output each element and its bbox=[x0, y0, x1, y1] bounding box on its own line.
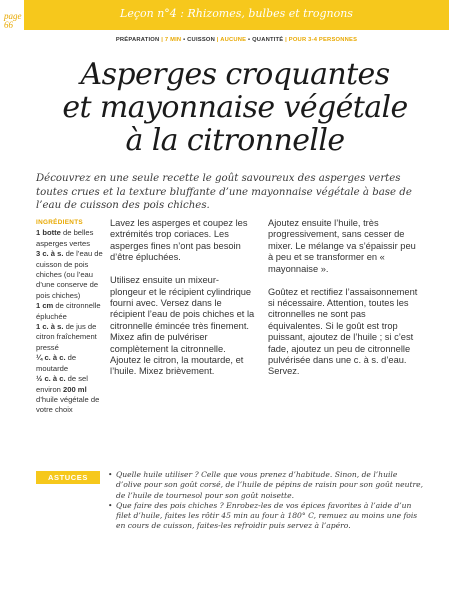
ingredient-text: d’huile végétale de votre choix bbox=[36, 394, 100, 415]
ingredient-qty: ¼ c. à c. bbox=[36, 353, 66, 363]
step-paragraph: Lavez les asperges et coupez les extrémités trop coriaces. Les asperges fines n’ont pas besoin d’être épluchées. bbox=[110, 218, 248, 263]
lesson-title: Leçon n°4 : Rhizomes, bulbes et trognons bbox=[120, 7, 353, 20]
page-number-value: 66 bbox=[4, 20, 13, 30]
ingredients-heading: INGRÉDIENTS bbox=[36, 219, 83, 226]
page-number-label: page bbox=[4, 11, 22, 21]
step-paragraph: Utilisez ensuite un mixeur-plongeur et le récipient cylindrique fourni avec. Versez dans le récipient l’eau de pois chiches et la citronnelle émincée très finement. Mixez afin de pulvériser complètement la citronnelle. Ajoutez le citron, la moutarde, et l’huile. Mixez brièvement. bbox=[110, 275, 255, 377]
ingredient-qty: 1 cm bbox=[36, 301, 54, 311]
prep-label: PRÉPARATION bbox=[115, 37, 160, 43]
ingredient-text: de jus de citron fraîchement pressé bbox=[36, 322, 97, 352]
tip-bullet: • bbox=[108, 470, 113, 479]
cook-label: CUISSON bbox=[187, 37, 215, 43]
ingredient-qty: 1 botte bbox=[36, 228, 61, 238]
ingredient-qty: ½ c. à c. bbox=[36, 374, 66, 384]
tip-text: Quelle huile utiliser ? Celle que vous prenez d’habitude. Sinon, de l’huile d’olive pour son goût corsé, de l’huile de pépins de raisin pour son goût neutre, de l’huile de tournesol pour son goût noisette. bbox=[116, 470, 424, 500]
tip-item bbox=[108, 470, 424, 501]
tips-label: ASTUCES bbox=[36, 471, 100, 484]
meta-sep: | bbox=[161, 37, 164, 43]
tip-item bbox=[108, 501, 424, 532]
title-line: Asperges croquantes bbox=[80, 57, 390, 92]
ingredient-item bbox=[36, 249, 104, 301]
recipe-meta bbox=[24, 37, 449, 43]
tips-list bbox=[108, 470, 424, 532]
ingredient-qty: 3 c. à s. bbox=[36, 249, 64, 259]
meta-sep: | bbox=[216, 37, 219, 43]
ingredient-item bbox=[36, 301, 104, 322]
prep-value: 7 MIN bbox=[164, 37, 182, 43]
ingredient-qty: 200 ml bbox=[63, 384, 87, 394]
recipe-intro: Découvrez en une seule recette le goût savoureux des asperges vertes toutes crues et la texture bluffante d’une mayonnaise végétale à base de l’eau de cuisson des pois chiches. bbox=[36, 173, 412, 211]
header-band bbox=[24, 0, 449, 30]
qty-value: POUR 3-4 PERSONNES bbox=[288, 37, 358, 43]
meta-sep: | bbox=[285, 37, 287, 43]
ingredient-item bbox=[36, 353, 104, 374]
tip-text: Que faire des pois chiches ? Enrobez-les de vos épices favorites à l’aide d’un filet d’huile, faites les rôtir 45 min au four à 180° C, remuez au moins une fois en cours de cuisson, faites-les refroidir puis servez à l’apéro. bbox=[116, 500, 418, 531]
cook-value: AUCUNE bbox=[220, 37, 247, 43]
ingredient-qty: 1 c. à s. bbox=[36, 322, 64, 332]
steps-column-2 bbox=[268, 218, 420, 389]
step-paragraph: Ajoutez ensuite l’huile, très progressivement, sans cesser de mixer. Le mélange va s’épaissir peu à peu et se transformer en « mayonnaise ». bbox=[268, 218, 416, 274]
page-number bbox=[4, 12, 26, 30]
ingredient-text: de belles asperges vertes bbox=[36, 228, 94, 248]
title-line: et mayonnaise végétale bbox=[62, 90, 408, 125]
ingredient-text: de l’eau de cuisson de pois chiches (ou l’eau d’une conserve de pois chiches) bbox=[36, 249, 103, 300]
ingredient-text: de citronnelle épluchée bbox=[36, 301, 101, 321]
tip-bullet: • bbox=[108, 500, 113, 510]
ingredient-text: de sel environ bbox=[36, 374, 88, 394]
ingredient-item bbox=[36, 322, 104, 353]
ingredient-item bbox=[36, 228, 104, 249]
recipe-title bbox=[40, 58, 430, 157]
ingredient-item bbox=[36, 374, 104, 416]
title-line: à la citronnelle bbox=[125, 123, 345, 158]
meta-dot: • bbox=[248, 37, 251, 43]
ingredients-list bbox=[36, 218, 104, 416]
step-paragraph: Goûtez et rectifiez l’assaisonnement si nécessaire. Attention, toutes les citronnelles ne sont pas équivalentes. Si le goût est trop puissant, ajoutez de l’huile ; si c’est fade, ajoutez un peu de citronnelle pulvérisée dans une c. à s. d’eau. Servez. bbox=[268, 286, 418, 377]
meta-dot: • bbox=[183, 37, 186, 43]
steps-column-1 bbox=[110, 218, 255, 389]
ingredient-text: de moutarde bbox=[36, 353, 77, 373]
qty-label: QUANTITÉ bbox=[252, 37, 284, 43]
